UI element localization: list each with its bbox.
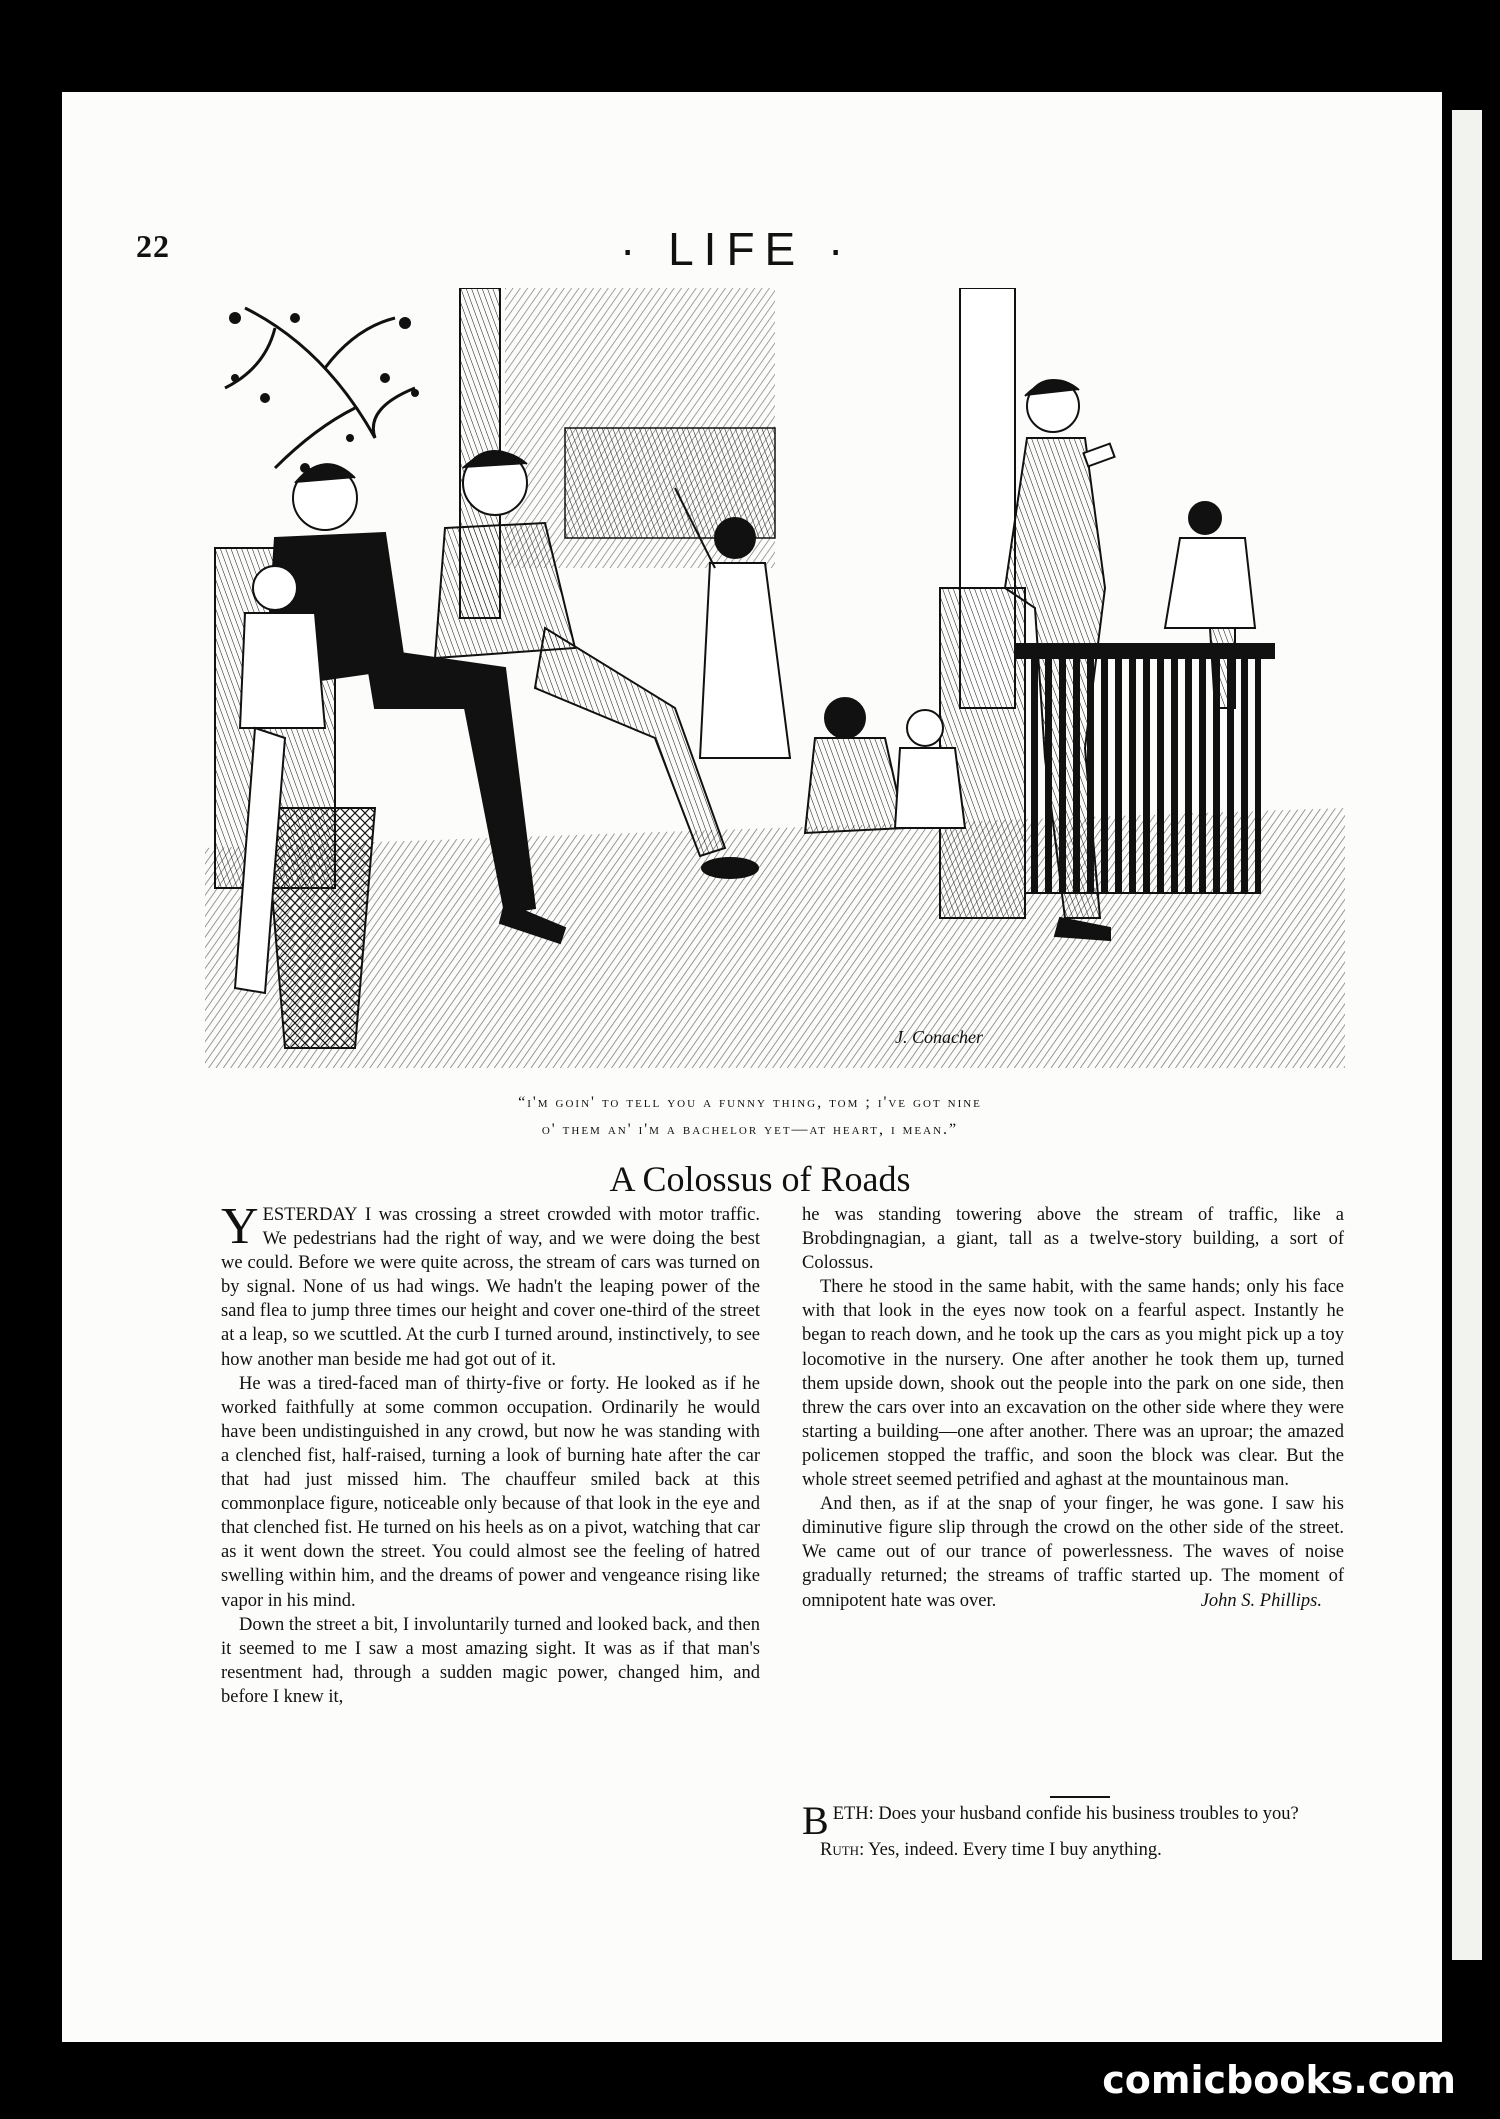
section-divider	[1050, 1796, 1110, 1798]
tree-branch	[225, 308, 415, 468]
joke-line-1	[802, 1798, 1362, 1843]
site-watermark: comicbooks.com	[1102, 2058, 1456, 2102]
illustration-caption	[300, 1089, 1200, 1143]
paragraph-6-text: And then, as if at the snap of your finger, he was gone. I saw his diminutive figure slip through the crowd on the other side of the street. We came out of our trance of powerlessness. The waves of noise gradually returned; the streams of traffic started up. The moment of omnipotent hate was over.	[802, 1494, 1344, 1611]
page-number: 22	[136, 228, 170, 264]
caption-line-1: “i'm goin' to tell you a funny thing, tom ; i've got nine	[518, 1094, 982, 1111]
drop-cap: Y	[221, 1198, 259, 1255]
porch-scene-illustration	[205, 288, 1345, 1068]
ruth-line: : Yes, indeed. Every time I buy anything.	[859, 1840, 1162, 1860]
joke-line-2	[802, 1838, 1362, 1862]
paragraph-1-text: I was crossing a street crowded with motor traffic. We pedestrians had the right of way, and we were doing the best we could. Before we were quite across, the stream of cars was turned on by signal. None of us had wings. We hadn't the leaping power of the sand flea to jump three times our height and cover one-third of the street at a leap, so we scuttled. At the curb I turned around, instinctively, to see how another man beside me had got out of it.	[221, 1205, 760, 1370]
porch-floor	[205, 808, 1345, 1068]
speaker-beth: ETH	[832, 1804, 869, 1824]
leaves	[229, 312, 419, 473]
article-column-left	[221, 1198, 760, 1709]
paragraph-2: He was a tired-faced man of thirty-five or forty. He looked as if he worked faithfully at some common occupation. Ordinarily he would have been undistinguished in any crowd, but now he was standing with a clenched fist, half-raised, turning a look of burning hate after the car that had just missed him. The chauffeur smiled back at this commonplace figure, noticeable only because of that look in the eye and that clenched fist. He turned on his heels as on a pivot, watching that car as it went down the street. You could almost see the feeling of hatred swelling within him, and the dreams of power and vengeance rising like vapor in his mind.	[221, 1373, 760, 1611]
masthead-title: · LIFE ·	[620, 223, 854, 275]
paragraph-5: There he stood in the same habit, with the same hands; only his face with that look in the eyes now took on a fearful aspect. Instantly he began to reach down, and he took up the cars as you might pick up a toy locomotive in the nursery. One after another he took them up, turned them upside down, shook out the people into the park on one side, then threw the cars over into an excavation on the other side where they were starting a building—one after another. There was an uproar; the amazed policemen stopped the traffic, and soon the block was clear. But the whole street seemed petrified and aghast at the mountainous man.	[802, 1277, 1344, 1491]
paragraph-6	[802, 1492, 1344, 1612]
joke-drop-cap: B	[802, 1798, 829, 1843]
beth-line: : Does your husband confide his business troubles to you?	[868, 1804, 1299, 1824]
joke-dialogue	[802, 1798, 1362, 1862]
paragraph-3: Down the street a bit, I involuntarily turned and looked back, and then it seemed to me I saw a most amazing sight. It was as if that man's resentment had, through a sudden magic power, changed him, and before I knew it,	[221, 1614, 760, 1707]
children-on-floor	[805, 698, 965, 833]
paragraph-4: he was standing towering above the stream of traffic, like a Brobdingnagian, a giant, tall as a twelve-story building, a sort of Colossus.	[802, 1205, 1344, 1274]
author-signature: John S. Phillips.	[1200, 1590, 1322, 1611]
artist-signature: J. Conacher	[895, 1027, 983, 1047]
paragraph-1	[221, 1198, 760, 1372]
article-title: A Colossus of Roads	[609, 1159, 911, 1199]
next-page-edge	[1452, 110, 1482, 1960]
lead-word: ESTERDAY	[262, 1205, 358, 1225]
article-column-right	[802, 1203, 1344, 1613]
speaker-ruth: Ruth	[820, 1840, 860, 1860]
caption-line-2: o' them an' i'm a bachelor yet—at heart, i mean.”	[541, 1121, 959, 1138]
